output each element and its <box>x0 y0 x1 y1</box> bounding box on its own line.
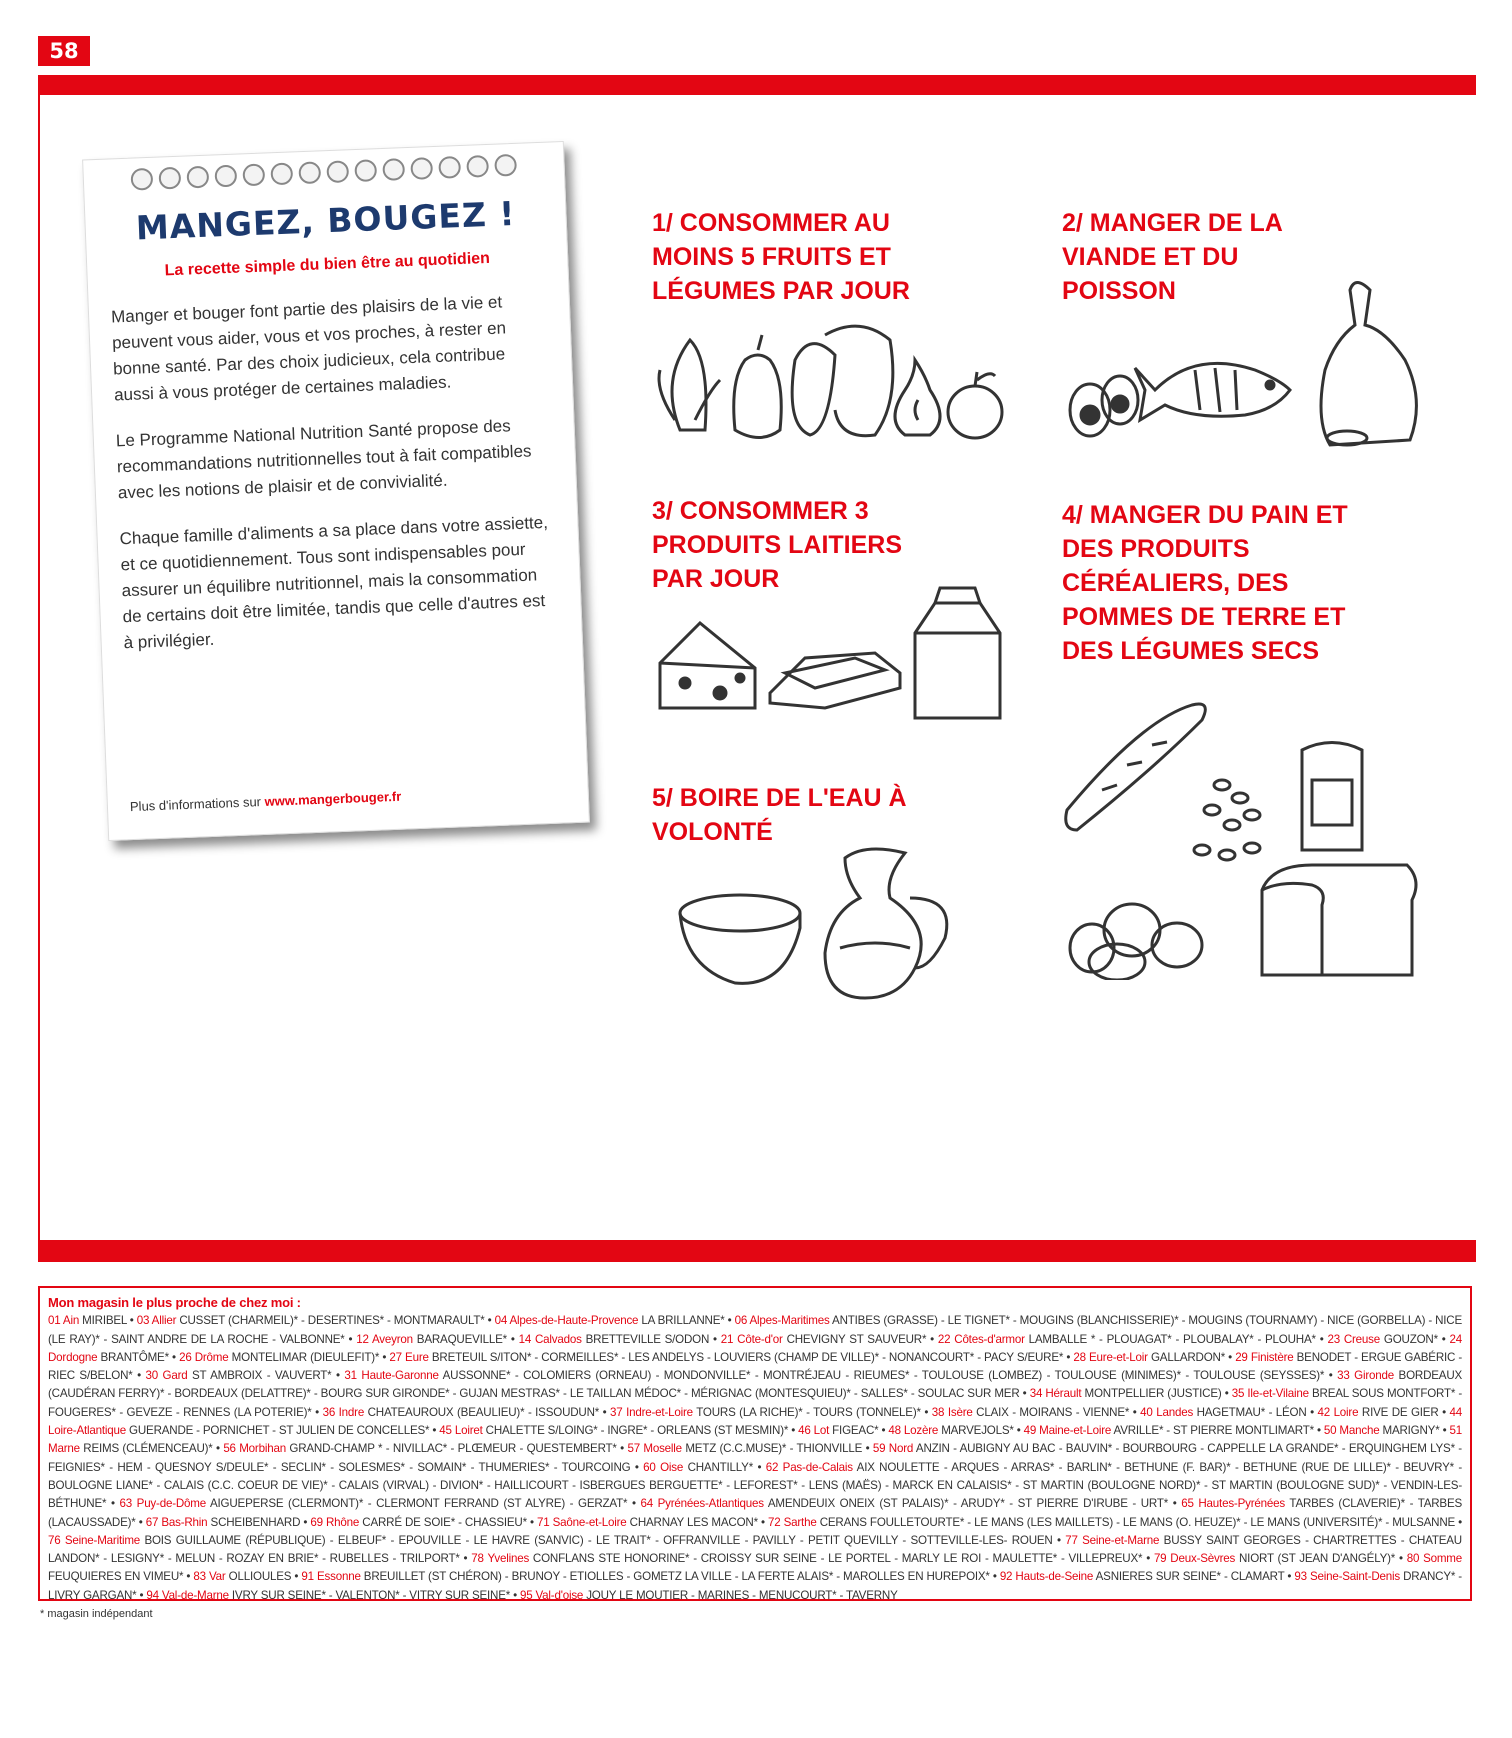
store-towns: BREAL SOUS MONTFORT* - FOUGERES* - GEVEZE - RENNES (LA POTERIE)* <box>48 1387 1462 1419</box>
store-department: 63 Puy-de-Dôme <box>119 1497 206 1511</box>
footnote: * magasin indépendant <box>40 1608 153 1620</box>
store-department: 28 Eure-et-Loir <box>1073 1350 1148 1364</box>
store-department: 14 Calvados <box>518 1332 582 1346</box>
store-department: 04 Alpes-de-Haute-Provence <box>494 1314 639 1328</box>
store-department: 69 Rhône <box>310 1515 360 1529</box>
store-department: 49 Maine-et-Loire <box>1023 1424 1112 1438</box>
store-towns: BRANTÔME* <box>97 1350 169 1364</box>
store-towns: FEUQUIERES EN VIMEU* <box>48 1570 184 1584</box>
store-towns: MIRIBEL <box>79 1314 127 1328</box>
meat-fish-illustration <box>1065 270 1425 450</box>
store-department: 30 Gard <box>145 1369 188 1383</box>
store-department: 95 Val-d'oise <box>519 1588 584 1602</box>
store-towns: OLLIOULES <box>225 1570 292 1584</box>
water-bowl-jug-illustration <box>675 838 995 1003</box>
store-department: 36 Indre <box>322 1405 365 1419</box>
store-towns: GRAND-CHAMP * - NIVILLAC* - PLŒMEUR - QUESTEMBERT* <box>285 1442 617 1456</box>
store-towns: SCHEIBENHARD <box>207 1515 301 1529</box>
store-towns: BENODET - ERGUE GABÉRIC - RIEC S/BELON* <box>48 1350 1463 1383</box>
store-towns: CHEVIGNY ST SAUVEUR* <box>782 1332 927 1346</box>
store-department: 67 Bas-Rhin <box>145 1515 208 1529</box>
store-department: 03 Allier <box>136 1314 177 1328</box>
store-department: 06 Alpes-Maritimes <box>734 1314 830 1328</box>
store-department: 31 Haute-Garonne <box>344 1369 439 1383</box>
store-department: 27 Eure <box>389 1350 429 1364</box>
store-towns: CUSSET (CHARMEIL)* - DESERTINES* - MONTMARAULT* <box>176 1314 485 1328</box>
frame-left-line <box>38 95 40 1240</box>
store-department: 92 Hauts-de-Seine <box>999 1570 1094 1584</box>
store-towns: GALLARDON* <box>1147 1350 1226 1364</box>
store-department: 72 Sarthe <box>768 1515 817 1529</box>
store-towns: GOUZON* <box>1380 1332 1438 1346</box>
card-body <box>111 288 555 676</box>
tip-pain-cereales: 4/ MANGER DU PAIN ET DES PRODUITS CÉRÉALIERS, DES POMMES DE TERRE ET DES LÉGUMES SECS <box>1062 501 1348 665</box>
bottom-red-bar <box>38 1240 1476 1262</box>
store-department: 24 Dordogne <box>48 1332 1463 1364</box>
store-department: 56 Morbihan <box>223 1442 286 1456</box>
store-towns: RIVE DE GIER <box>1358 1405 1439 1419</box>
store-department: 37 Indre-et-Loire <box>610 1405 693 1419</box>
store-towns: BRETEUIL S/ITON* - CORMEILLES* - LES ANDELYS - LOUVIERS (CHAMP DE VILLE)* - NONANCOURT* - PACY S/EURE* <box>428 1350 1064 1364</box>
store-towns: AUSSONNE* - COLOMIERS (ORNEAU) - MONDONVILLE* - MONTRÉJEAU - RIEUMES* - TOULOUSE (LOMBEZ) - TOULOUSE (MINIMES)* - TOULOUSE (SEYSSES)* <box>438 1369 1325 1383</box>
store-department: 46 Lot <box>798 1424 830 1438</box>
tip-eau: 5/ BOIRE DE L'EAU À VOLONTÉ <box>652 784 907 846</box>
store-department: 42 Loire <box>1317 1405 1359 1419</box>
mangez-bougez-card <box>82 141 590 841</box>
store-department: 91 Essonne <box>301 1570 361 1584</box>
store-department: 93 Seine-Saint-Denis <box>1294 1570 1400 1584</box>
store-towns: CHARNAY LES MACON* <box>626 1515 758 1529</box>
store-towns: IVRY SUR SEINE* - VALENTON* - VITRY SUR SEINE* <box>228 1588 511 1602</box>
store-towns: BUSSY SAINT GEORGES - CHARTRETTES - CHATEAU LANDON* - LESIGNY* - MELUN - ROZAY EN BRIE* - RUBELLES - TRILPORT* <box>48 1533 1462 1566</box>
store-department: 78 Yvelines <box>471 1552 530 1566</box>
store-towns: MONTELIMAR (DIEULEFIT)* <box>228 1350 380 1364</box>
store-department: 50 Manche <box>1323 1424 1380 1438</box>
store-towns: TOURS (LA RICHE)* - TOURS (TONNELE)* <box>692 1405 921 1419</box>
store-department: 34 Hérault <box>1029 1387 1082 1401</box>
store-department: 57 Moselle <box>627 1442 682 1456</box>
tip-fruits-legumes: 1/ CONSOMMER AU MOINS 5 FRUITS ET LÉGUMES PAR JOUR <box>652 209 910 305</box>
store-department: 79 Deux-Sèvres <box>1153 1552 1236 1566</box>
store-department: 12 Aveyron <box>356 1332 413 1346</box>
store-towns: AIGUEPERSE (CLERMONT)* - CLERMONT FERRAND (ST ALYRE) - GERZAT* <box>205 1497 628 1511</box>
store-towns: MONTPELLIER (JUSTICE) <box>1081 1387 1222 1401</box>
store-department: 21 Côte-d'or <box>720 1332 783 1346</box>
store-towns: CHANTILLY* <box>683 1460 754 1474</box>
fruits-vegetables-illustration <box>650 320 1020 450</box>
store-department: 29 Finistère <box>1235 1350 1294 1364</box>
store-department: 48 Lozère <box>888 1424 939 1438</box>
tip-produits-laitiers: 3/ CONSOMMER 3 PRODUITS LAITIERS PAR JOUR <box>652 497 903 593</box>
store-towns: BREUILLET (ST CHÉRON) - BRUNOY - ETIOLLES - GOMETZ LA VILLE - LA FERTE ALAIS* - MAROLLES EN HUREPOIX* <box>360 1570 990 1584</box>
store-list <box>38 1286 1472 1601</box>
store-department: 40 Landes <box>1140 1405 1194 1419</box>
store-towns: HAGETMAU* - LÉON <box>1193 1405 1307 1419</box>
store-department: 01 Ain <box>48 1314 80 1328</box>
top-red-bar <box>38 75 1476 95</box>
more-info <box>130 789 402 814</box>
store-department: 45 Loiret <box>439 1424 483 1438</box>
store-department: 62 Pas-de-Calais <box>765 1460 853 1474</box>
mangerbouger-link[interactable]: www.mangerbouger.fr <box>264 788 402 809</box>
store-towns: METZ (C.C.MUSE)* - THIONVILLE <box>681 1442 863 1456</box>
store-department: 26 Drôme <box>179 1350 229 1364</box>
spiral-rings <box>84 152 565 200</box>
tip-viande-poisson: 2/ MANGER DE LA VIANDE ET DU POISSON <box>1062 209 1282 305</box>
store-towns: REIMS (CLÉMENCEAU)* <box>79 1442 213 1456</box>
bread-cereals-potatoes-illustration <box>1062 690 1422 980</box>
store-list-title: Mon magasin le plus proche de chez moi : <box>48 1295 301 1310</box>
store-towns: BORDEAUX (CAUDÉRAN FERRY)* - BORDEAUX (DELATTRE)* - BOURG SUR GIRONDE* - GUJAN MESTRAS* - LE TAILLAN MÉDOC* - MÉRIGNAC (MONTESQUIEU)* - SALLES* - SOULAC SUR MER <box>48 1369 1463 1401</box>
store-towns: AMENDEUIX ONEIX (ST PALAIS)* - ARUDY* - ST PIERRE D'IRUBE - URT* <box>763 1497 1169 1511</box>
store-department: 76 Seine-Maritime <box>48 1533 141 1547</box>
store-department: 77 Seine-et-Marne <box>1065 1533 1160 1547</box>
card-title: MANGEZ, BOUGEZ ! <box>135 193 517 248</box>
store-towns: CHALETTE S/LOING* - INGRE* - ORLEANS (ST MESMIN)* <box>482 1424 789 1438</box>
store-department: 44 Loire-Atlantique <box>48 1405 1462 1438</box>
store-towns: CARRÉ DE SOIE* - CHASSIEU* <box>359 1515 527 1529</box>
store-towns: MARIGNY* <box>1379 1424 1440 1438</box>
store-towns: ASNIERES SUR SEINE* - CLAMART <box>1093 1570 1285 1584</box>
store-department: 80 Somme <box>1406 1552 1463 1566</box>
card-paragraph: Manger et bouger font partie des plaisirs de la vie et peuvent vous aider, vous et vos proches, à rester en bonne santé. Par des choix judicieux, cela contribue aussi à vous protéger de certaines maladies. <box>110 292 507 405</box>
store-towns: AIX NOULETTE - ARQUES - ARRAS* - BARLIN* - BETHUNE (F. BAR)* - BETHUNE (RUE DE LILLE)* - BEUVRY* - BOULOGNE LIANE* - CALAIS (C.C. COEUR DE VIE)* - CALAIS (VIRVAL) - DIVION* - HAILLICOURT - ISBERGUES BERGUETTE* - LEFOREST* - LENS (MAËS) - MARCK EN CALAISIS* - ST MARTIN (BOULOGNE NORD)* - ST MARTIN (BOULOGNE SUD)* - VENDIN-LES-BÉTHUNE* <box>48 1460 1463 1511</box>
card-paragraph: Le Programme National Nutrition Santé propose des recommandations nutritionnelles tout à fait compatibles avec les notions de plaisir et de convivialité. <box>115 416 532 503</box>
store-department: 38 Isère <box>931 1405 973 1419</box>
store-department: 51 Marne <box>48 1424 1462 1456</box>
card-paragraph: Chaque famille d'aliments a sa place dans votre assiette, et ce quotidiennement. Tous sont indispensables pour assurer un équilibre nutritionnel, mais la consommation de certains doit être limitée, tandis que celle d'autres est à privilégier. <box>119 512 549 653</box>
store-towns: CLAIX - MOIRANS - VIENNE* <box>972 1405 1130 1419</box>
store-towns: LA BRILLANNE* <box>638 1314 725 1328</box>
store-department: 65 Hautes-Pyrénées <box>1181 1497 1285 1511</box>
store-department: 64 Pyrénées-Atlantiques <box>640 1497 764 1511</box>
store-towns: BRETTEVILLE S/ODON <box>581 1332 710 1346</box>
store-towns: ST AMBROIX - VAUVERT* <box>187 1369 332 1383</box>
store-towns: MARVEJOLS* <box>938 1424 1014 1438</box>
store-towns: JOUY LE MOUTIER - MARINES - MENUCOURT* - TAVERNY <box>583 1588 898 1602</box>
store-towns: DRANCY* - LIVRY GARGAN* <box>48 1570 1462 1602</box>
dairy-illustration <box>655 578 1010 728</box>
store-department: 94 Val-de-Marne <box>146 1588 229 1602</box>
store-towns: CHATEAUROUX (BEAULIEU)* - ISSOUDUN* <box>364 1405 600 1419</box>
store-entries: 01 Ain MIRIBEL • 03 Allier CUSSET (CHARMEIL)* - DESERTINES* - MONTMARAULT* • 04 Alpes-de-Haute-Provence LA BRILLANNE* • 06 Alpes-Maritimes ANTIBES (GRASSE) - LE TIGNET* - MOUGINS (BLANCHISSERIE)* - MOUGINS (TOURNAMY) - NICE (GORBELLA) - NICE (LE RAY)* - SAINT ANDRE DE LA ROCHE - VALBONNE* • 12 Aveyron BARAQUEVILLE* • 14 Calvados BRETTEVILLE S/ODON • 21 Côte-d'or CHEVIGNY ST SAUVEUR* • 22 Côtes-d'armor LAMBALLE * - PLOUAGAT* - PLOUBALAY* - PLOUHA* • 23 Creuse GOUZON* • 24 Dordogne BRANTÔME* • 26 Drôme MONTELIMAR (DIEULEFIT)* • 27 Eure BRETEUIL S/ITON* - CORMEILLES* - LES ANDELYS - LOUVIERS (CHAMP DE VILLE)* - NONANCOURT* - PACY S/EURE* • 28 Eure-et-Loir GALLARDON* • 29 Finistère BENODET - ERGUE GABÉRIC - RIEC S/BELON* • 30 Gard ST AMBROIX - VAUVERT* • 31 Haute-Garonne AUSSONNE* - COLOMIERS (ORNEAU) - MONDONVILLE* - MONTRÉJEAU - RIEUMES* - TOULOUSE (LOMBEZ) - TOULOUSE (MINIMES)* - TOULOUSE (SEYSSES)* • 33 Gironde BORDEAUX (CAUDÉRAN FERRY)* - BORDEAUX (DELATTRE)* - BOURG SUR GIRONDE* - GUJAN MESTRAS* - LE TAILLAN MÉDOC* - MÉRIGNAC (MONTESQUIEU)* - SALLES* - SOULAC SUR MER • 34 Hérault MONTPELLIER (JUSTICE) • 35 Ile-et-Vilaine BREAL SOUS MONTFORT* - FOUGERES* - GEVEZE - RENNES (LA POTERIE)* • 36 Indre CHATEAUROUX (BEAULIEU)* - ISSOUDUN* • 37 Indre-et-Loire TOURS (LA RICHE)* - TOURS (TONNELE)* • 38 Isère CLAIX - MOIRANS - VIENNE* • 40 Landes HAGETMAU* - LÉON • 42 Loire RIVE DE GIER • 44 Loire-Atlantique GUERANDE - PORNICHET - ST JULIEN DE CONCELLES* • 45 Loiret CHALETTE S/LOING* - INGRE* - ORLEANS (ST MESMIN)* • 46 Lot FIGEAC* • 48 Lozère MARVEJOLS* • 49 Maine-et-Loire AVRILLE* - ST PIERRE MONTLIMART* • 50 Manche MARIGNY* • 51 Marne REIMS (CLÉMENCEAU)* • 56 Morbihan GRAND-CHAMP * - NIVILLAC* - PLŒMEUR - QUESTEMBERT* • 57 Moselle METZ (C.C.MUSE)* - THIONVILLE • 59 Nord ANZIN - AUBIGNY AU BAC - BAUVIN* - BOURBOURG - CAPPELLE LA GRANDE* - ERQUINGHEM LYS* - FEIGNIES* - HEM - QUESNOY S/DEULE* - SECLIN* - SOLESMES* - SOMAIN* - THUMERIES* - TOURCOING • 60 Oise CHANTILLY* • 62 Pas-de-Calais AIX NOULETTE - ARQUES - ARRAS* - BARLIN* - BETHUNE (F. BAR)* - BETHUNE (RUE DE LILLE)* - BEUVRY* - BOULOGNE LIANE* - CALAIS (C.C. COEUR DE VIE)* - CALAIS (VIRVAL) - DIVION* - HAILLICOURT - ISBERGUES BERGUETTE* - LEFOREST* - LENS (MAËS) - MARCK EN CALAISIS* - ST MARTIN (BOULOGNE NORD)* - ST MARTIN (BOULOGNE SUD)* - VENDIN-LES-BÉTHUNE* • 63 Puy-de-Dôme AIGUEPERSE (CLERMONT)* - CLERMONT FERRAND (ST ALYRE) - GERZAT* • 64 Pyrénées-Atlantiques AMENDEUIX ONEIX (ST PALAIS)* - ARUDY* - ST PIERRE D'IRUBE - URT* • 65 Hautes-Pyrénées TARBES (CLAVERIE)* - TARBES (LACAUSSADE)* • 67 Bas-Rhin SCHEIBENHARD • 69 Rhône CARRÉ DE SOIE* - CHASSIEU* • 71 Saône-et-Loire CHARNAY LES MACON* • 72 Sarthe CERANS FOULLETOURTE* - LE MANS (LES MAILLETS) - LE MANS (O. HEUZE)* - LE MANS (UNIVERSITÉ)* - MULSANNE • 76 Seine-Maritime BOIS GUILLAUME (RÉPUBLIQUE) - ELBEUF* - EPOUVILLE - LE HAVRE (SANVIC) - LE TRAIT* - OFFRANVILLE - PAVILLY - PETIT QUEVILLY - SOTTEVILLE-LES- ROUEN • 77 Seine-et-Marne BUSSY SAINT GEORGES - CHARTRETTES - CHATEAU LANDON* - LESIGNY* - MELUN - ROZAY EN BRIE* - RUBELLES - TRILPORT* • 78 Yvelines CONFLANS STE HONORINE* - CROISSY SUR SEINE - LE PORTEL - MARLY LE ROI - MAULETTE* - VILLEPREUX* • 79 Deux-Sèvres NIORT (ST JEAN D'ANGÉLY)* • 80 Somme FEUQUIERES EN VIMEU* • 83 Var OLLIOULES • 91 Essonne BREUILLET (ST CHÉRON) - BRUNOY - ETIOLLES - GOMETZ LA VILLE - LA FERTE ALAIS* - MAROLLES EN HUREPOIX* • 92 Hauts-de-Seine ASNIERES SUR SEINE* - CLAMART • 93 Seine-Saint-Denis DRANCY* - LIVRY GARGAN* • 94 Val-de-Marne IVRY SUR SEINE* - VALENTON* - VITRY SUR SEINE* • 95 Val-d'oise JOUY LE MOUTIER - MARINES - MENUCOURT* - TAVERNY <box>48 1314 1463 1602</box>
store-department: 33 Gironde <box>1337 1369 1395 1383</box>
store-department: 35 Ile-et-Vilaine <box>1231 1387 1309 1401</box>
store-department: 60 Oise <box>643 1460 684 1474</box>
store-towns: FIGEAC* <box>829 1424 879 1438</box>
store-towns: CONFLANS STE HONORINE* - CROISSY SUR SEINE - LE PORTEL - MARLY LE ROI - MAULETTE* - VILLEPREUX* <box>529 1552 1143 1566</box>
store-towns: BOIS GUILLAUME (RÉPUBLIQUE) - ELBEUF* - EPOUVILLE - LE HAVRE (SANVIC) - LE TRAIT* - OFFRANVILLE - PAVILLY - PETIT QUEVILLY - SOTTEVILLE-LES- ROUEN <box>140 1533 1053 1547</box>
more-info-prefix: Plus d'informations sur <box>129 794 262 815</box>
store-towns: ANTIBES (GRASSE) - LE TIGNET* - MOUGINS (BLANCHISSERIE)* - MOUGINS (TOURNAMY) - NICE (GORBELLA) - NICE (LE RAY)* - SAINT ANDRE DE LA ROCHE - VALBONNE* <box>48 1314 1463 1346</box>
store-towns: ANZIN - AUBIGNY AU BAC - BAUVIN* - BOURBOURG - CAPPELLE LA GRANDE* - ERQUINGHEM LYS* - FEIGNIES* - HEM - QUESNOY S/DEULE* - SECLIN* - SOLESMES* - SOMAIN* - THUMERIES* - TOURCOING <box>48 1442 1462 1474</box>
store-department: 59 Nord <box>872 1442 914 1456</box>
page-number: 58 <box>38 36 90 66</box>
store-towns: LAMBALLE * - PLOUAGAT* - PLOUBALAY* - PLOUHA* <box>1024 1332 1316 1346</box>
store-towns: CERANS FOULLETOURTE* - LE MANS (LES MAILLETS) - LE MANS (O. HEUZE)* - LE MANS (UNIVERSITÉ)* - MULSANNE <box>816 1515 1456 1529</box>
store-department: 23 Creuse <box>1327 1332 1381 1346</box>
store-towns: TARBES (CLAVERIE)* - TARBES (LACAUSSADE)* <box>48 1497 1463 1529</box>
card-subtitle: La recette simple du bien être au quotidien <box>164 249 491 280</box>
store-department: 83 Var <box>193 1570 226 1584</box>
store-towns: GUERANDE - PORNICHET - ST JULIEN DE CONCELLES* <box>126 1424 430 1438</box>
store-towns: BARAQUEVILLE* <box>412 1332 507 1346</box>
store-department: 22 Côtes-d'armor <box>937 1332 1025 1346</box>
store-towns: AVRILLE* - ST PIERRE MONTLIMART* <box>1111 1424 1314 1438</box>
store-towns: NIORT (ST JEAN D'ANGÉLY)* <box>1235 1552 1396 1566</box>
store-department: 71 Saône-et-Loire <box>537 1515 627 1529</box>
